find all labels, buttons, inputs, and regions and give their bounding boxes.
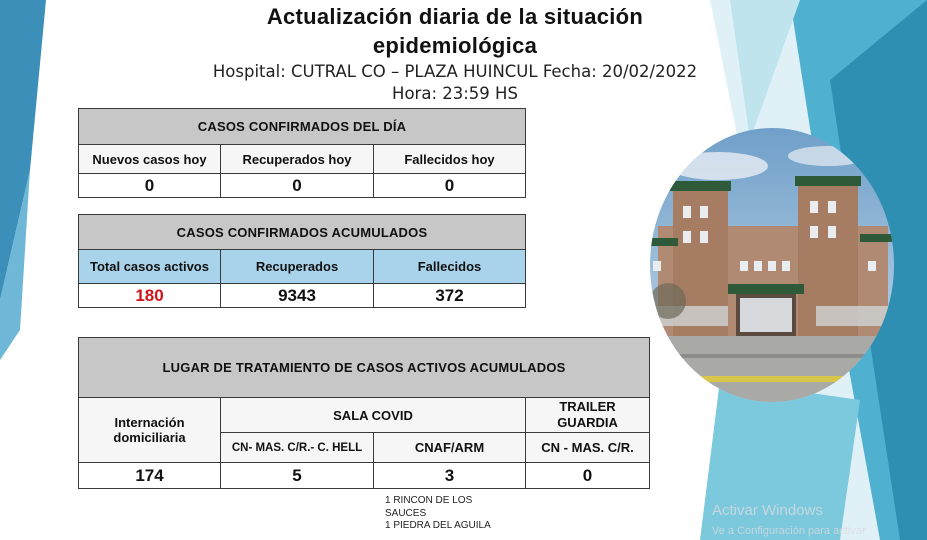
recovered-header: Recuperados <box>221 250 374 284</box>
recovered-today-value: 0 <box>221 174 374 198</box>
hospital-date-line: Hospital: CUTRAL CO – PLAZA HUINCUL Fecha: 20/02/2022 <box>212 62 698 81</box>
new-cases-header: Nuevos casos hoy <box>79 145 221 174</box>
time-line: Hora: 23:59 HS <box>392 84 518 103</box>
left-blue-decoration <box>0 0 46 540</box>
hospital-building-photo <box>648 126 896 404</box>
deaths-today-value: 0 <box>374 174 526 198</box>
sala-covid-header: SALA COVID <box>221 398 526 433</box>
trailer-guardia-header <box>526 398 650 433</box>
active-cases-header: Total casos activos <box>79 250 221 284</box>
page-title-line1: Actualización diaria de la situación <box>266 4 644 29</box>
deaths-today-header: Fallecidos hoy <box>374 145 526 174</box>
recovered-today-header: Recuperados hoy <box>221 145 374 174</box>
page-title-line2: epidemiológica <box>372 33 538 58</box>
cnaf-arm-value: 3 <box>374 463 526 489</box>
note-line: 1 PIEDRA DEL AGUILA <box>385 520 491 531</box>
cumulative-cases-title: CASOS CONFIRMADOS ACUMULADOS <box>79 215 526 250</box>
cn-mas-cr-header: CN - MAS. C/R. <box>526 433 650 463</box>
daily-cases-title: CASOS CONFIRMADOS DEL DÍA <box>79 109 526 145</box>
windows-activation-watermark: Activar Windows <box>712 502 823 519</box>
daily-cases-table <box>78 108 526 198</box>
deaths-value: 372 <box>374 284 526 308</box>
cn-mas-chell-value: 5 <box>221 463 374 489</box>
notes-block <box>385 495 491 533</box>
deaths-header: Fallecidos <box>374 250 526 284</box>
trailer-line2: GUARDIA <box>557 415 618 430</box>
trailer-guardia-value: 0 <box>526 463 650 489</box>
note-line: SAUCES <box>385 507 427 519</box>
cn-mas-chell-header: CN- MAS. C/R.- C. HELL <box>221 433 374 463</box>
active-cases-value: 180 <box>79 284 221 308</box>
windows-activation-subtext: Ve a Configuración para activar <box>712 525 866 537</box>
cumulative-cases-table <box>78 214 526 308</box>
new-cases-value: 0 <box>79 174 221 198</box>
recovered-value: 9343 <box>221 284 374 308</box>
home-hospitalization-line1: Internación <box>114 415 185 430</box>
treatment-location-table <box>78 337 650 489</box>
home-hospitalization-header <box>79 398 221 463</box>
home-hospitalization-value: 174 <box>79 463 221 489</box>
trailer-line1: TRAILER <box>559 399 616 414</box>
cnaf-arm-header: CNAF/ARM <box>374 433 526 463</box>
home-hospitalization-line2: domiciliaria <box>113 430 186 445</box>
note-line: 1 RINCON DE LOS <box>385 495 473 506</box>
title-block <box>160 2 750 60</box>
treatment-title: LUGAR DE TRATAMIENTO DE CASOS ACTIVOS ACUMULADOS <box>79 338 650 398</box>
subtitle-block <box>170 61 740 105</box>
